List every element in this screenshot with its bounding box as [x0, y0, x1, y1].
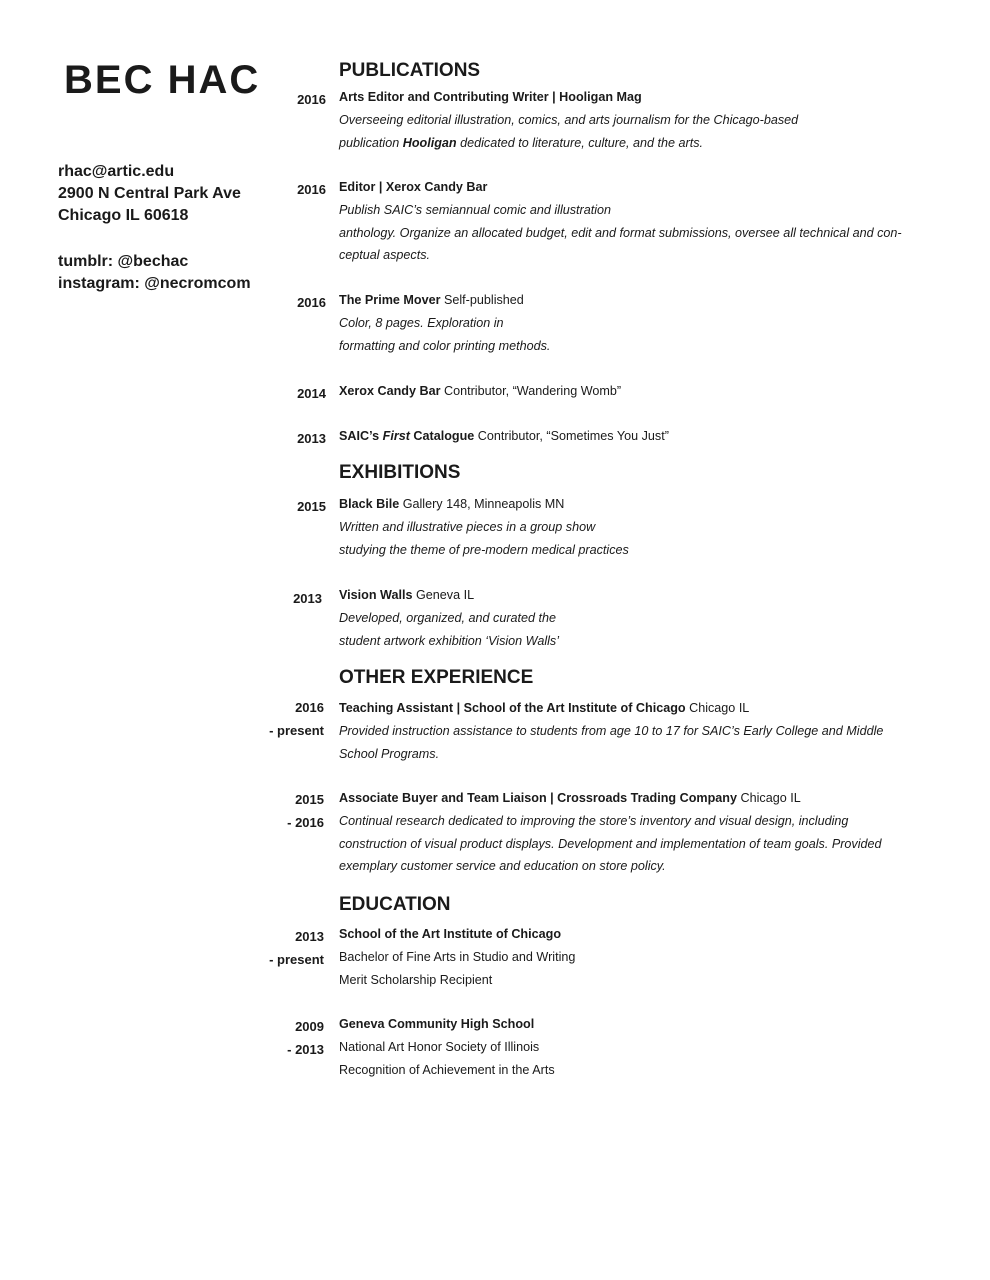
entry-description: anthology. Organize an allocated budget, edit and format submissions, oversee all technical and con-: [339, 225, 902, 240]
publication-entry: [339, 380, 934, 403]
entry-description: Recognition of Achievement in the Arts: [339, 1062, 555, 1077]
email-text: rhac@artic.edu: [58, 163, 175, 180]
entry-description: Overseeing editorial illustration, comics, and arts journalism for the Chicago-based: [339, 112, 799, 127]
entry-title: Arts Editor and Contributing Writer | Hooligan Mag: [339, 90, 642, 104]
entry-title: Xerox Candy Bar Contributor, “Wandering Womb”: [339, 384, 622, 398]
entry-title: Geneva Community High School: [339, 1017, 535, 1031]
education-entry: [339, 923, 934, 991]
entry-description: Publish SAIC’s semiannual comic and illustration: [339, 202, 612, 217]
publication-entry: [339, 176, 934, 267]
publication-entry: [339, 86, 934, 154]
section-heading-experience: OTHER EXPERIENCE: [339, 667, 534, 688]
entry-description: Bachelor of Fine Arts in Studio and Writing: [339, 949, 576, 964]
entry-description: National Art Honor Society of Illinois: [339, 1039, 540, 1054]
entry-description: exemplary customer service and education on store policy.: [339, 859, 666, 874]
contact-block: [58, 161, 251, 295]
entry-title: Black Bile Gallery 148, Minneapolis MN: [339, 497, 565, 511]
entry-year: 2015: [297, 499, 326, 514]
entry-description: studying the theme of pre-modern medical practices: [339, 542, 629, 557]
entry-year: 2016: [297, 92, 326, 107]
entry-year-range: 2013 - present: [269, 929, 324, 967]
instagram-handle: instagram: @necromcom: [58, 275, 251, 292]
education-entry: [339, 1013, 934, 1081]
entry-description: student artwork exhibition ‘Vision Walls’: [339, 633, 560, 648]
entry-description: Developed, organized, and curated the: [339, 610, 557, 625]
entry-title: SAIC’s First Catalogue Contributor, “Sometimes You Just”: [339, 429, 669, 443]
address-line-1: 2900 N Central Park Ave: [58, 185, 241, 202]
entry-year-range: 2016 - present: [269, 700, 324, 738]
entry-title: School of the Art Institute of Chicago: [339, 927, 562, 941]
entry-year: 2014: [297, 386, 326, 401]
entry-description: Merit Scholarship Recipient: [339, 972, 493, 987]
experience-entry: [339, 697, 934, 765]
entry-title: Vision Walls Geneva IL: [339, 588, 475, 602]
tumblr-handle: tumblr: @bechac: [58, 253, 189, 270]
entry-title: The Prime Mover Self-published: [339, 293, 524, 307]
publication-entry: [339, 289, 934, 357]
experience-entry: [339, 787, 934, 878]
entry-description: ceptual aspects.: [339, 248, 431, 263]
entry-description: formatting and color printing methods.: [339, 338, 551, 353]
entry-year-range: 2015 - 2016: [287, 792, 324, 830]
entry-description: Provided instruction assistance to students from age 10 to 17 for SAIC’s Early College and Middle: [339, 723, 884, 738]
entry-year: 2016: [297, 182, 326, 197]
address-line-2: Chicago IL 60618: [58, 207, 189, 224]
publication-entry: [339, 425, 934, 448]
entry-title: Editor | Xerox Candy Bar: [339, 180, 488, 194]
entry-title: Associate Buyer and Team Liaison | Crossroads Trading Company Chicago IL: [339, 791, 801, 805]
section-heading-exhibitions: EXHIBITIONS: [339, 462, 461, 483]
page-title: BEC HAC: [64, 58, 261, 102]
entry-description: Color, 8 pages. Exploration in: [339, 315, 504, 330]
entry-description: Continual research dedicated to improving the store’s inventory and visual design, including: [339, 813, 849, 828]
entry-description: publication Hooligan dedicated to literature, culture, and the arts.: [339, 135, 704, 150]
entry-year-range: 2009 - 2013: [287, 1019, 324, 1057]
exhibition-entry: [339, 584, 934, 652]
entry-description: Written and illustrative pieces in a group show: [339, 519, 596, 534]
entry-description: construction of visual product displays. Development and implementation of team goals. Provided: [339, 836, 882, 851]
entry-description: School Programs.: [339, 746, 440, 761]
entry-year: 2013: [293, 591, 322, 606]
section-heading-education: EDUCATION: [339, 894, 451, 915]
section-heading-publications: PUBLICATIONS: [339, 60, 481, 81]
entry-year: 2013: [297, 431, 326, 446]
entry-year: 2016: [297, 295, 326, 310]
exhibition-entry: [339, 493, 934, 561]
entry-title: Teaching Assistant | School of the Art Institute of Chicago Chicago IL: [339, 701, 750, 715]
